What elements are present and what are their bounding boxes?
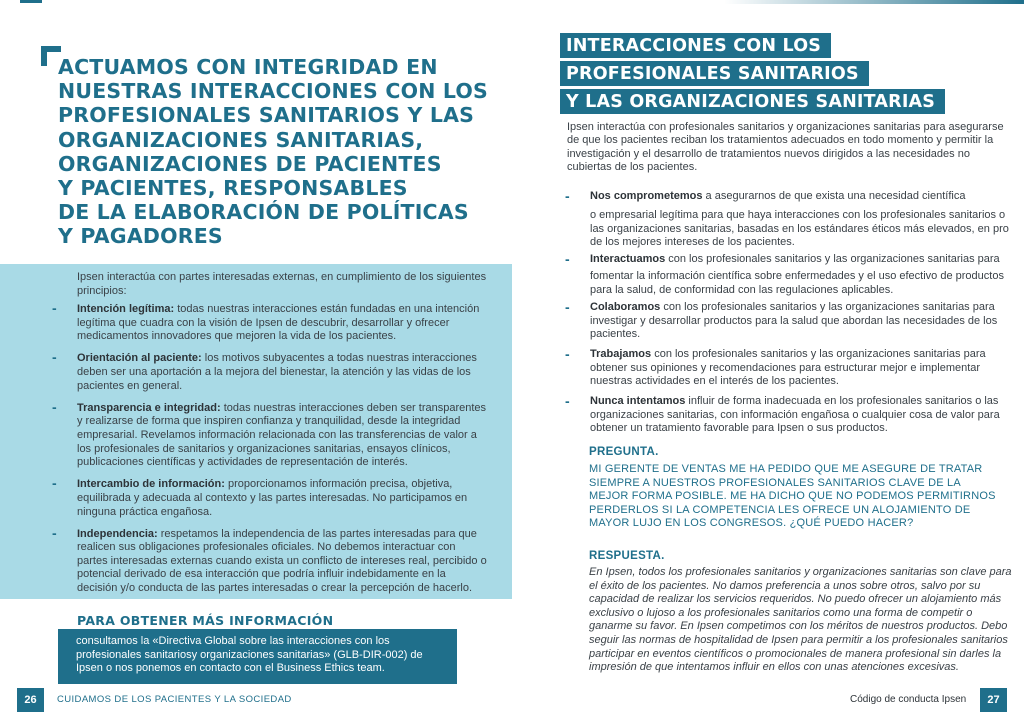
dash-bullet-icon: - (565, 393, 570, 409)
list-item (0, 524, 487, 596)
principle-text: proporcionamos información precisa, objetiva, equilibrada y adecuada al contexto y las partes interesadas. No participamos en ninguna práctica engañosa. (77, 478, 468, 518)
section-title-line: NUESTRAS INTERACCIONES CON LOS (58, 79, 489, 104)
list-item (0, 475, 487, 519)
list-item (0, 300, 487, 344)
principle-term: Intercambio de información: (77, 478, 225, 491)
principle-term: Orientación al paciente: (77, 352, 202, 365)
dash-bullet-icon: - (52, 524, 57, 541)
principle-text: los motivos subyacentes a todas nuestras interacciones deben ser una aportación a la mejora del bienestar, la atención y las vidas de los pacientes en general. (77, 352, 477, 392)
commitment-term: Interactuamos (590, 253, 666, 265)
footer-document-label: Código de conducta Ipsen (850, 694, 967, 705)
section-title-line: PROFESIONALES SANITARIOS Y LAS (58, 103, 475, 128)
dash-bullet-icon: - (52, 475, 57, 492)
dash-bullet-icon: - (565, 251, 570, 267)
answer-text: En Ipsen, todos los profesionales sanitarios y organizaciones sanitarias son clave para el éxito de los pacientes. No damos preferencia a unos sobre otros, salvo por su capacidad de realizar los servicios requeridos. No puedo ofrecer un alojamiento más exclusivo o lujoso a los profesionales sanitarios como una forma de competir o ganarme su favor. En Ipsen competimos con los méritos de nuestros productos. Debo seguir las normas de hospitalidad de Ipsen para permitir a los profesionales sanitarios participar en eventos científicos o promocionales de manera profesional sin darles la impresión de que intentamos influir en ellos con unas atenciones excesivas. (589, 566, 1012, 674)
page-number-right: 27 (980, 688, 1007, 712)
list-item (0, 398, 487, 470)
commitment-term: Colaboramos (590, 301, 661, 313)
section-title-line: ORGANIZACIONES DE PACIENTES (58, 151, 442, 176)
dash-bullet-icon: - (52, 349, 57, 366)
answer-label: RESPUESTA. (589, 550, 665, 562)
commitment-paragraph (590, 348, 1012, 389)
list-item (0, 349, 487, 393)
principle-text: respetamos la independencia de las partes interesadas para que realicen sus obligaciones profesionales oficiales. No debemos interactuar con partes interesadas externas cuando exista un conflicto de intereses real, percibido o potencial derivado de esa interacción que podría influir indebidamente en la decisión y/o conducta de las partes interesadas o crear la percepción de hacerlo. (77, 527, 487, 595)
section-title-line: DE LA ELABORACIÓN DE POLÍTICAS (58, 200, 469, 225)
commitment-term: Trabajamos (590, 348, 652, 360)
commitment-text: con los profesionales sanitarios y las organizaciones sanitarias para obtener sus opiniones y recomendaciones para estructurar mejor e implementar nuestras actividades en el interés de los pacientes. (590, 348, 986, 388)
right-title-line: INTERACCIONES CON LOS (560, 33, 831, 58)
question-text: MI GERENTE DE VENTAS ME HA PEDIDO QUE ME ASEGURE DE TRATAR SIEMPRE A NUESTROS PROFESIONALES SANITARIOS CLAVE DE LA MEJOR FORMA POSIBLE. ME HA DICHO QUE NO PODEMOS PERMITIRNOS PERDERLOS SI LA COMPETENCIA LES OFRECE UN ALOJAMIENTO DE MAYOR LUJO EN LOS CONGRESOS. ¿QUÉ PUEDO HACER? (589, 463, 996, 529)
right-title-line: PROFESIONALES SANITARIOS (560, 61, 869, 86)
section-title-line: Y PAGADORES (58, 224, 223, 249)
principle-term: Independencia: (77, 527, 158, 540)
more-info-title: PARA OBTENER MÁS INFORMACIÓN (77, 613, 334, 628)
principle-term: Intención legítima: (77, 303, 175, 315)
principle-text: todas nuestras interacciones están fundadas en una intención legítima que cuadra con la visión de Ipsen de descubrir, desarrollar y ofrecer medicamentos innovadores que mejoren la vida de los pacientes. (77, 303, 480, 343)
dash-bullet-icon: - (52, 398, 57, 415)
commitment-continuation: o empresarial legítima para que haya interacciones con los profesionales sanitarios o las organizaciones sanitarias, basadas en los estándares éticos más elevados, en pro de los mejores intereses de los pacientes. (590, 209, 1009, 249)
commitment-first-line (590, 253, 1012, 267)
commitment-continuation: fomentar la información científica sobre enfermedades y el uso efectivo de productos para la salud, de conformidad con las regulaciones aplicables. (590, 270, 1004, 296)
commitment-term: Nunca intentamos (590, 395, 686, 407)
section-title-line: Y PACIENTES, RESPONSABLES (58, 176, 408, 201)
commitment-text: a asegurarnos de que exista una necesidad científica (702, 190, 966, 202)
more-info-text: consultamos la «Directiva Global sobre las interacciones con los profesionales sanitariosy organizaciones sanitarias» (GLB-DIR-002) de Ipsen o nos ponemos en contacto con el Business Ethics team. (76, 635, 423, 675)
more-info-box (58, 629, 457, 684)
principle-term: Transparencia e integridad: (77, 401, 221, 414)
right-title-line: Y LAS ORGANIZACIONES SANITARIAS (560, 89, 945, 114)
commitment-paragraph (590, 301, 1012, 342)
commitment-term: Nos comprometemos (590, 190, 703, 202)
dash-bullet-icon: - (565, 346, 570, 362)
commitment-text: con los profesionales sanitarios y las organizaciones sanitarias para (665, 253, 1000, 265)
principles-intro: Ipsen interactúa con partes interesadas externas, en cumplimiento de los siguientes principios: (77, 271, 487, 297)
commitment-paragraph (590, 395, 1012, 436)
dash-bullet-icon: - (52, 300, 57, 316)
commitment-text: influir de forma inadecuada en los profesionales sanitarios o las organizaciones sanitarias, con información engañosa o cualquier cosa de valor para obtener un tratamiento favorable para Ipsen o sus productos. (590, 395, 1000, 435)
question-label: PREGUNTA. (589, 446, 659, 458)
page-number-left: 26 (17, 688, 44, 712)
commitment-text: con los profesionales sanitarios y las organizaciones sanitarias para investigar y desarrollar productos para la salud que abordan las necesidades de los pacientes. (590, 301, 998, 341)
section-title-line: ACTUAMOS CON INTEGRIDAD EN (58, 55, 438, 79)
footer-section-label: CUIDAMOS DE LOS PACIENTES Y LA SOCIEDAD (57, 694, 292, 705)
top-accent-swoosh (724, 0, 1024, 4)
principles-list (0, 300, 512, 604)
top-accent-strip (20, 0, 42, 3)
right-section-title (560, 33, 945, 117)
right-intro: Ipsen interactúa con profesionales sanitarios y organizaciones sanitarias para asegurarse de que los pacientes reciban los tratamientos adecuados en todo momento y permitir la investigación y el desarrollo de tratamientos nuevos dirigidos a las necesidades no cubiertas de los pacientes. (567, 121, 1004, 173)
section-title (58, 55, 498, 249)
dash-bullet-icon: - (565, 188, 570, 204)
commitment-first-line (590, 190, 1012, 204)
dash-bullet-icon: - (565, 299, 570, 315)
section-title-line: ORGANIZACIONES SANITARIAS, (58, 127, 424, 152)
principle-text: todas nuestras interacciones deben ser transparentes y realizarse de forma que inspiren confianza y tranquilidad, desde la integridad empresarial. Revelamos información relacionada con las transferencias de valor a los profesionales de sanitarios y organizaciones sanitarias, ensayos clínicos, publicaciones científicas y actividades de representación de interés. (77, 401, 487, 469)
